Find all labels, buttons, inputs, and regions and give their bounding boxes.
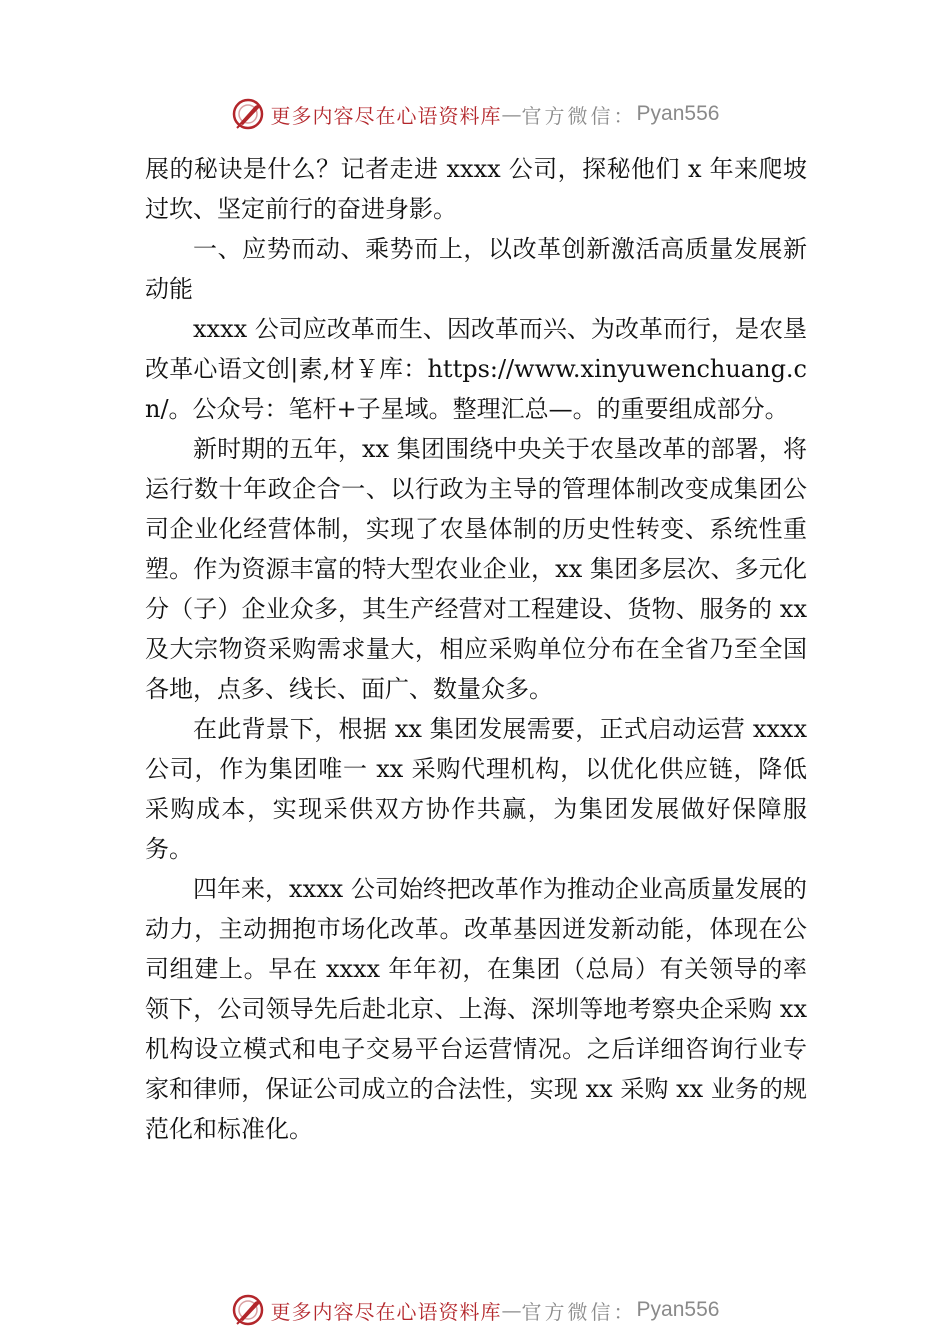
document-body — [145, 149, 807, 1149]
paragraph: 新时期的五年，xx 集团围绕中央关于农垦改革的部署，将运行数十年政企合一、以行政为主导的管理体制改变成集团公司企业化经营体制，实现了农垦体制的历史性转变、系统性重塑。作为资源丰富的特大型农业企业，xx 集团多层次、多元化分（子）企业众多，其生产经营对工程建设、货物、服务的 xx 及大宗物资采购需求量大，相应采购单位分布在全省乃至全国各地，点多、线长、面广、数量众多。 — [145, 435, 807, 703]
header-separator: — — [501, 102, 522, 126]
footer-wechat-label: 官方微信： — [521, 1299, 637, 1324]
paragraph: 在此背景下，根据 xx 集团发展需要，正式启动运营 xxxx 公司，作为集团唯一 xx 采购代理机构，以优化供应链，降低采购成本，实现采供双方协作共赢，为集团发展做好保障服务。 — [145, 715, 807, 863]
section-heading: 一、应势而动、乘势而上，以改革创新激活高质量发展新动能 — [145, 235, 807, 303]
footer-separator: — — [501, 1298, 522, 1322]
quill-pen-seal-icon — [231, 97, 265, 131]
header-wechat-label: 官方微信： — [521, 103, 637, 128]
header-banner — [0, 94, 950, 134]
paragraph: xxxx 公司应改革而生、因改革而兴、为改革而行，是农垦改革心语文创|素,材￥库：https://www.xinyuwenchuang.cn/。公众号：笔杆+子星域。整理汇总—。的重要组成部分。 — [145, 315, 807, 423]
footer-wechat-id: Pyan556 — [636, 1298, 720, 1321]
header-wechat-id: Pyan556 — [636, 102, 720, 125]
quill-pen-seal-icon — [231, 1293, 265, 1327]
footer-banner — [0, 1290, 950, 1330]
paragraph: 四年来，xxxx 公司始终把改革作为推动企业高质量发展的动力，主动拥抱市场化改革。改革基因迸发新动能，体现在公司组建上。早在 xxxx 年年初，在集团（总局）有关领导的率领下，公司领导先后赴北京、上海、深圳等地考察央企采购 xx 机构设立模式和电子交易平台运营情况。之后详细咨询行业专家和律师，保证公司成立的合法性，实现 xx 采购 xx 业务的规范化和标准化。 — [145, 875, 807, 1143]
paragraph-continuation: 展的秘诀是什么？记者走进 xxxx 公司，探秘他们 x 年来爬坡过坎、坚定前行的奋进身影。 — [145, 155, 807, 223]
footer-brand: 更多内容尽在心语资料库 — [270, 1299, 502, 1324]
header-brand: 更多内容尽在心语资料库 — [270, 103, 502, 128]
